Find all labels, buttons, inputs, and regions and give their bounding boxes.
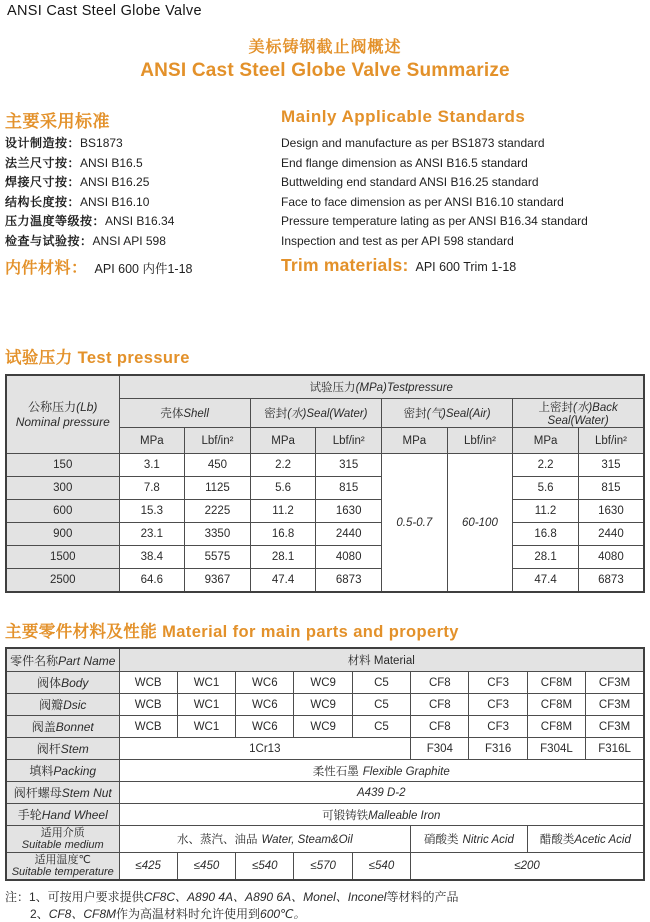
summary-title-block	[5, 34, 645, 82]
standards-section	[5, 107, 645, 278]
back-seal-mpa-cell: 5.6	[513, 477, 579, 500]
table-row	[6, 804, 644, 826]
pressure-class-cell: 1500	[6, 546, 119, 569]
grade-cell: WC6	[236, 716, 294, 738]
shell-lbf-cell: 3350	[185, 523, 251, 546]
part-zh: 手轮	[18, 808, 42, 822]
standard-value: ANSI B16.25	[80, 175, 149, 189]
table-row	[6, 853, 644, 881]
standard-item-design-zh	[5, 134, 281, 154]
shell-lbf-cell: 450	[185, 454, 251, 477]
grade-cell: WC9	[294, 694, 352, 716]
part-en: Stem Nut	[62, 786, 112, 800]
unit-mpa-header: MPa	[119, 428, 185, 454]
grade-cell: WC9	[294, 716, 352, 738]
standard-item-pressuretemp-en: Pressure temperature lating as per ANSI B16.34 standard	[281, 212, 645, 232]
seal-water-lbf-cell: 1630	[316, 500, 382, 523]
table-row	[6, 716, 644, 738]
pressure-class-cell: 900	[6, 523, 119, 546]
shell-lbf-cell: 2225	[185, 500, 251, 523]
seal-water-lbf-cell: 6873	[316, 569, 382, 593]
standard-label: 法兰尺寸按：	[5, 156, 80, 170]
standard-label: 压力温度等级按：	[5, 214, 105, 228]
seal-water-group-header	[250, 399, 381, 428]
material-header-row	[6, 648, 644, 672]
seal-water-mpa-cell: 28.1	[250, 546, 316, 569]
grade-cell: CF3M	[586, 694, 644, 716]
table-row	[6, 500, 644, 523]
temperature-label-en: Suitable temperature	[7, 866, 119, 879]
note-1-pre: 注：1、可按用户要求提供	[5, 890, 144, 904]
part-stem-nut-label	[6, 782, 119, 804]
medium-water-en: Water, Steam&Oil	[261, 834, 352, 846]
packing-zh: 柔性石墨	[313, 766, 359, 778]
note-2-mid: 作为高温材料时允许使用到	[116, 907, 260, 921]
standard-value: BS1873	[80, 136, 123, 150]
unit-mpa-header: MPa	[382, 428, 448, 454]
table-row	[6, 672, 644, 694]
table-row	[6, 523, 644, 546]
note-2-materials: CF8、CF8M	[49, 907, 116, 921]
shell-lbf-cell: 1125	[185, 477, 251, 500]
tp-header-row-1	[6, 375, 644, 399]
note-1-materials: CF8C、A890 4A、A890 6A、Monel、Inconel	[144, 890, 387, 904]
medium-nitric-en: Nitric Acid	[463, 834, 514, 846]
part-en: Hand Wheel	[42, 808, 108, 822]
seal-water-mpa-cell: 47.4	[250, 569, 316, 593]
note-1-post: 等材料的产品	[386, 890, 458, 904]
grade-cell: WCB	[119, 672, 177, 694]
grade-cell: WC1	[177, 716, 235, 738]
seal-water-mpa-cell: 11.2	[250, 500, 316, 523]
unit-lbf-header: Lbf/in²	[185, 428, 251, 454]
material-group-header: 材料 Material	[119, 648, 644, 672]
stem-nut-material-cell: A439 D-2	[119, 782, 644, 804]
shell-mpa-cell: 23.1	[119, 523, 185, 546]
note-2-pre: 2、	[30, 907, 49, 921]
part-en: Packing	[53, 764, 96, 778]
hand-wheel-en: Malleable Iron	[368, 810, 440, 822]
part-en: Stem	[61, 742, 89, 756]
hand-wheel-zh: 可锻铸铁	[322, 810, 368, 822]
standard-item-facetoface-en: Face to face dimension as per ANSI B16.10 standard	[281, 193, 645, 213]
part-packing-label	[6, 760, 119, 782]
pressure-class-cell: 2500	[6, 569, 119, 593]
medium-label-zh: 适用介质	[7, 827, 119, 840]
grade-cell: WC6	[236, 672, 294, 694]
standard-value: ANSI B16.10	[80, 195, 149, 209]
temperature-cell-right: ≤200	[411, 853, 644, 881]
back-seal-mpa-cell: 2.2	[513, 454, 579, 477]
part-bonnet-label	[6, 716, 119, 738]
stem-material-cell: F304L	[527, 738, 585, 760]
table-row	[6, 826, 644, 853]
standard-item-flange-en: End flange dimension as ANSI B16.5 standard	[281, 154, 645, 174]
back-seal-zh: 上密封	[539, 402, 574, 414]
grade-cell: CF8	[411, 672, 469, 694]
material-heading: 主要零件材料及性能 Material for main parts and property	[5, 618, 645, 642]
suitable-temperature-label	[6, 853, 119, 881]
part-name-header	[6, 648, 119, 672]
trim-materials-en	[281, 255, 645, 276]
medium-nitric-cell	[411, 826, 528, 853]
part-zh: 阀体	[37, 676, 61, 690]
temperature-cell: ≤570	[294, 853, 352, 881]
table-row	[6, 454, 644, 477]
part-stem-label	[6, 738, 119, 760]
table-row	[6, 546, 644, 569]
nominal-pressure-lb: (Lb)	[76, 400, 97, 414]
standard-item-buttweld-zh	[5, 173, 281, 193]
back-seal-lbf-cell: 2440	[578, 523, 644, 546]
part-en: Body	[61, 676, 88, 690]
grade-cell: CF3M	[586, 672, 644, 694]
stem-material-left-cell: 1Cr13	[119, 738, 411, 760]
part-en: Dsic	[63, 698, 86, 712]
page-title: ANSI Cast Steel Globe Valve	[5, 3, 645, 19]
seal-air-lbf-merged-cell: 60-100	[447, 454, 513, 593]
shell-group-header	[119, 399, 250, 428]
part-name-header-zh: 零件名称	[10, 654, 58, 668]
grade-cell: C5	[352, 672, 410, 694]
seal-water-lbf-cell: 4080	[316, 546, 382, 569]
nominal-pressure-zh	[7, 400, 119, 415]
shell-mpa-cell: 38.4	[119, 546, 185, 569]
part-name-header-en: Part Name	[58, 654, 115, 668]
unit-lbf-header: Lbf/in²	[447, 428, 513, 454]
standard-item-flange-zh	[5, 154, 281, 174]
grade-cell: C5	[352, 716, 410, 738]
table-row	[6, 760, 644, 782]
medium-acetic-zh: 醋酸类	[540, 834, 575, 846]
standard-item-inspection-en: Inspection and test as per API 598 standard	[281, 232, 645, 252]
tp-top-en: (MPa)Testpressure	[356, 382, 453, 394]
seal-water-lbf-cell: 2440	[316, 523, 382, 546]
seal-water-mpa-cell: 5.6	[250, 477, 316, 500]
temperature-cell: ≤450	[177, 853, 235, 881]
hand-wheel-material-cell	[119, 804, 644, 826]
nominal-pressure-header	[6, 375, 119, 454]
test-pressure-heading: 试验压力 Test pressure	[5, 344, 645, 368]
table-row	[6, 782, 644, 804]
unit-lbf-header: Lbf/in²	[578, 428, 644, 454]
back-seal-lbf-cell: 815	[578, 477, 644, 500]
part-hand-wheel-label	[6, 804, 119, 826]
seal-water-mpa-cell: 16.8	[250, 523, 316, 546]
footnotes	[5, 889, 645, 922]
stem-material-cell: F316L	[586, 738, 644, 760]
back-seal-group-header	[513, 399, 644, 428]
nominal-pressure-zh-text: 公称压力	[28, 400, 76, 414]
standard-item-buttweld-en: Buttwelding end standard ANSI B16.25 standard	[281, 173, 645, 193]
medium-label-en: Suitable medium	[7, 839, 119, 852]
temperature-cell: ≤540	[352, 853, 410, 881]
shell-lbf-cell: 9367	[185, 569, 251, 593]
standard-item-pressuretemp-zh	[5, 212, 281, 232]
trim-materials-zh	[5, 255, 281, 278]
pressure-class-cell: 300	[6, 477, 119, 500]
note-1	[5, 889, 645, 906]
table-row	[6, 569, 644, 593]
pressure-class-cell: 600	[6, 500, 119, 523]
standard-value: ANSI B16.34	[105, 214, 174, 228]
trim-materials-value-zh: API 600 内件1-18	[95, 262, 193, 276]
standards-column-zh	[5, 107, 281, 278]
seal-water-zh: 密封	[264, 408, 287, 420]
material-table	[5, 647, 645, 881]
seal-air-zh: 密封	[404, 408, 427, 420]
shell-mpa-cell: 7.8	[119, 477, 185, 500]
shell-zh: 壳体	[160, 408, 183, 420]
back-seal-lbf-cell: 1630	[578, 500, 644, 523]
shell-en: Shell	[183, 408, 209, 420]
shell-mpa-cell: 3.1	[119, 454, 185, 477]
packing-en: Flexible Graphite	[363, 766, 450, 778]
table-row	[6, 738, 644, 760]
nominal-pressure-en: Nominal pressure	[7, 415, 119, 430]
back-seal-lbf-cell: 315	[578, 454, 644, 477]
table-row	[6, 694, 644, 716]
tp-top-zh: 试验压力	[310, 382, 356, 394]
part-zh: 阀杆	[37, 742, 61, 756]
grade-cell: WCB	[119, 694, 177, 716]
grade-cell: CF8M	[527, 716, 585, 738]
shell-mpa-cell: 64.6	[119, 569, 185, 593]
grade-cell: CF3	[469, 694, 527, 716]
grade-cell: C5	[352, 694, 410, 716]
shell-mpa-cell: 15.3	[119, 500, 185, 523]
grade-cell: WC9	[294, 672, 352, 694]
part-zh: 阀盖	[32, 720, 56, 734]
back-seal-lbf-cell: 6873	[578, 569, 644, 593]
summary-title-en: ANSI Cast Steel Globe Valve Summarize	[5, 60, 645, 82]
part-zh: 填料	[29, 764, 53, 778]
stem-material-cell: F304	[411, 738, 469, 760]
part-zh: 阀瓣	[39, 698, 63, 712]
back-seal-mpa-cell: 11.2	[513, 500, 579, 523]
medium-water-cell	[119, 826, 411, 853]
grade-cell: CF8	[411, 716, 469, 738]
seal-air-group-header	[382, 399, 513, 428]
standards-heading-en: Mainly Applicable Standards	[281, 107, 645, 134]
standards-heading-zh: 主要采用标准	[5, 107, 281, 134]
grade-cell: WC1	[177, 694, 235, 716]
temperature-cell: ≤425	[119, 853, 177, 881]
unit-mpa-header: MPa	[250, 428, 316, 454]
grade-cell: WC1	[177, 672, 235, 694]
grade-cell: CF8M	[527, 672, 585, 694]
standard-item-design-en: Design and manufacture as per BS1873 standard	[281, 134, 645, 154]
test-pressure-top-header	[119, 375, 644, 399]
grade-cell: CF3	[469, 672, 527, 694]
trim-materials-value-en: API 600 Trim 1-18	[416, 260, 517, 274]
note-2	[5, 906, 645, 922]
trim-materials-label-zh: 内件材料：	[5, 260, 88, 277]
pressure-class-cell: 150	[6, 454, 119, 477]
temperature-cell: ≤540	[236, 853, 294, 881]
temperature-label-zh: 适用温度℃	[7, 854, 119, 867]
back-seal-en: (水)Back Seal(Water)	[548, 402, 618, 427]
medium-nitric-zh: 硝酸类	[424, 834, 459, 846]
trim-materials-label-en: Trim materials:	[281, 255, 409, 275]
standard-label: 检查与试验按：	[5, 234, 93, 248]
back-seal-mpa-cell: 47.4	[513, 569, 579, 593]
part-zh: 阀杆螺母	[14, 786, 62, 800]
back-seal-lbf-cell: 4080	[578, 546, 644, 569]
grade-cell: CF3	[469, 716, 527, 738]
grade-cell: WC6	[236, 694, 294, 716]
part-body-label	[6, 672, 119, 694]
table-row	[6, 477, 644, 500]
back-seal-mpa-cell: 28.1	[513, 546, 579, 569]
medium-water-zh: 水、蒸汽、油品	[177, 834, 258, 846]
seal-water-en: (水)Seal(Water)	[287, 408, 367, 420]
standard-item-inspection-zh	[5, 232, 281, 252]
grade-cell: WCB	[119, 716, 177, 738]
medium-acetic-cell	[527, 826, 644, 853]
stem-material-cell: F316	[469, 738, 527, 760]
standards-column-en	[281, 107, 645, 278]
packing-material-cell	[119, 760, 644, 782]
medium-acetic-en: Acetic Acid	[574, 834, 630, 846]
back-seal-mpa-cell: 16.8	[513, 523, 579, 546]
standard-label: 焊接尺寸按：	[5, 175, 80, 189]
summary-title-zh: 美标铸钢截止阀概述	[5, 34, 645, 57]
standard-label: 结构长度按：	[5, 195, 80, 209]
shell-lbf-cell: 5575	[185, 546, 251, 569]
seal-water-lbf-cell: 815	[316, 477, 382, 500]
part-en: Bonnet	[56, 720, 94, 734]
test-pressure-table	[5, 374, 645, 593]
standard-label: 设计制造按：	[5, 136, 80, 150]
grade-cell: CF8M	[527, 694, 585, 716]
grade-cell: CF8	[411, 694, 469, 716]
seal-water-lbf-cell: 315	[316, 454, 382, 477]
part-disc-label	[6, 694, 119, 716]
seal-air-en: (气)Seal(Air)	[427, 408, 491, 420]
grade-cell: CF3M	[586, 716, 644, 738]
standard-value: ANSI B16.5	[80, 156, 143, 170]
unit-lbf-header: Lbf/in²	[316, 428, 382, 454]
standard-item-facetoface-zh	[5, 193, 281, 213]
unit-mpa-header: MPa	[513, 428, 579, 454]
seal-air-mpa-merged-cell: 0.5-0.7	[382, 454, 448, 593]
standard-value: ANSI API 598	[93, 234, 166, 248]
note-2-end: 600℃。	[260, 907, 306, 921]
seal-water-mpa-cell: 2.2	[250, 454, 316, 477]
suitable-medium-label	[6, 826, 119, 853]
